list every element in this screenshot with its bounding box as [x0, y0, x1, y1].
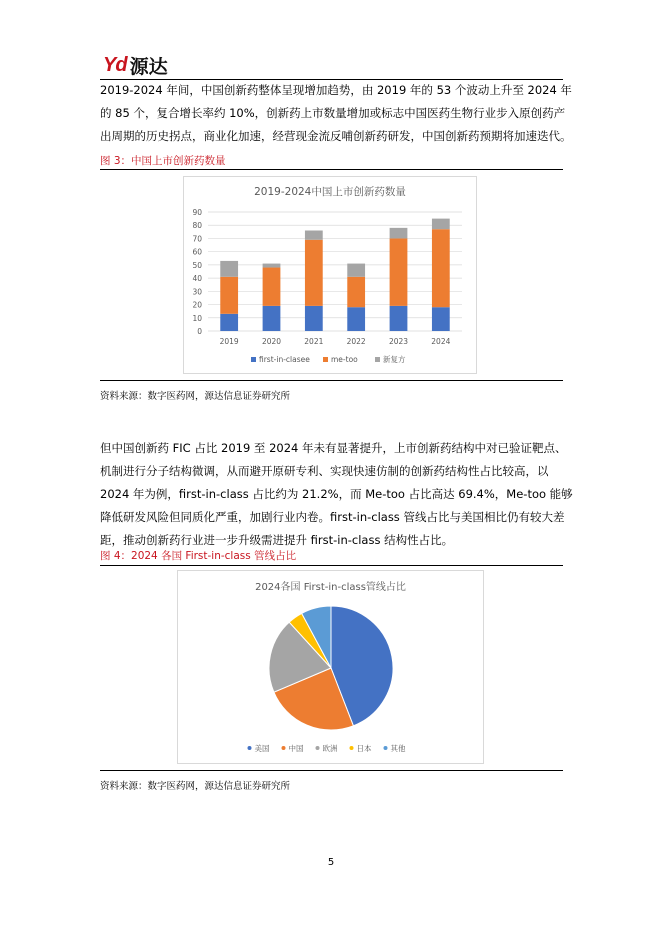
legend-label: 欧洲	[322, 744, 338, 753]
paragraph-line: 降低研发风险但同质化严重，加剧行业内卷。first-in-class 管线占比与美国相比仍有较大差	[100, 510, 565, 524]
bar-chart	[184, 177, 476, 373]
y-tick-label: 20	[192, 300, 202, 310]
y-tick-label: 0	[197, 327, 202, 336]
x-tick-label: 2021	[304, 337, 324, 346]
x-tick-label: 2022	[346, 337, 366, 346]
y-tick-label: 10	[192, 313, 202, 323]
figure3-source: 资料来源：数字医药网，源达信息证券研究所	[100, 391, 291, 402]
y-tick-label: 90	[192, 208, 202, 217]
legend-label: first-in-clasee	[259, 355, 310, 364]
bar-segment	[432, 229, 450, 307]
bar-segment	[347, 277, 365, 307]
x-tick-label: 2019	[219, 337, 239, 346]
bar-segment	[220, 261, 238, 277]
paragraph-line: 出周期的历史拐点，商业化加速，经营现金流反哺创新药研发，中国创新药预期将加速迭代。	[100, 129, 572, 143]
legend-swatch	[375, 357, 380, 362]
bar-segment	[305, 240, 323, 306]
bar-segment	[347, 307, 365, 331]
legend-swatch	[282, 746, 286, 750]
legend-label: 中国	[288, 744, 304, 753]
legend-label: me-too	[331, 355, 358, 364]
legend-swatch	[251, 357, 256, 362]
bar-segment	[220, 314, 238, 331]
paragraph-line: 2019-2024 年间，中国创新药整体呈现增加趋势，由 2019 年的 53 个波动上升至 2024 年	[100, 83, 572, 97]
bar-segment	[305, 231, 323, 240]
bar-chart-container	[183, 176, 477, 374]
figure4-source: 资料来源：数字医药网，源达信息证券研究所	[100, 781, 291, 792]
legend-swatch	[323, 357, 328, 362]
y-tick-label: 50	[192, 260, 202, 270]
x-tick-label: 2020	[261, 337, 282, 346]
bar-segment	[432, 307, 450, 331]
paragraph-line: 2024 年为例，first-in-class 占比约为 21.2%，而 Me-too 占比高达 69.4%，Me-too 能够	[100, 487, 573, 501]
figure3-caption: 图 3：中国上市创新药数量	[100, 155, 226, 167]
figure3-bottom-rule	[100, 380, 563, 381]
legend-swatch	[248, 746, 252, 750]
logo-text: 源达	[129, 55, 168, 78]
company-logo	[103, 53, 168, 77]
legend-swatch	[350, 746, 354, 750]
figure3-top-rule	[100, 169, 563, 170]
figure4-caption: 图 4：2024 各国 First-in-class 管线占比	[100, 550, 297, 562]
y-tick-label: 60	[192, 247, 202, 257]
paragraph-line: 的 85 个，复合增长率约 10%，创新药上市数量增加或标志中国医药生物行业步入原创药产	[100, 106, 566, 120]
y-tick-label: 80	[192, 221, 202, 231]
legend-swatch	[384, 746, 388, 750]
figure4-bottom-rule	[100, 770, 563, 771]
y-tick-label: 40	[192, 274, 202, 284]
y-tick-label: 30	[192, 287, 202, 297]
bar-segment	[305, 306, 323, 331]
bar-segment	[263, 264, 281, 268]
paragraph-2	[100, 437, 573, 552]
chart-title: 2019-2024中国上市创新药数量	[254, 186, 406, 198]
x-tick-label: 2024	[431, 337, 451, 346]
y-tick-label: 70	[192, 234, 202, 244]
paragraph-line: 机制进行分子结构微调，从而避开原研专利、实现快速仿制的创新药结构性占比较高，以	[100, 464, 549, 478]
legend-label: 美国	[254, 744, 270, 753]
bar-segment	[390, 228, 408, 239]
figure4-top-rule	[100, 565, 563, 566]
chart-title: 2024各国 First-in-class管线占比	[255, 582, 406, 593]
legend-swatch	[316, 746, 320, 750]
paragraph-line: 距，推动创新药行业进一步升级需进提升 first-in-class 结构性占比。	[100, 533, 454, 547]
bar-segment	[432, 219, 450, 230]
legend-label: 其他	[390, 744, 406, 753]
pie-chart	[178, 571, 483, 763]
x-tick-label: 2023	[388, 337, 409, 346]
bar-segment	[263, 268, 281, 306]
bar-segment	[390, 306, 408, 331]
bar-segment	[390, 238, 408, 305]
page-number: 5	[327, 857, 335, 868]
paragraph-1	[100, 79, 572, 148]
legend-label: 新复方	[383, 355, 406, 364]
bar-segment	[220, 277, 238, 314]
legend-label: 日本	[356, 744, 372, 753]
bar-segment	[263, 306, 281, 331]
pie-chart-container	[177, 570, 484, 764]
bar-segment	[347, 264, 365, 277]
paragraph-line: 但中国创新药 FIC 占比 2019 至 2024 年未有显著提升，上市创新药结构中对已验证靶点、	[100, 441, 567, 455]
logo-mark: Yd	[103, 53, 127, 76]
